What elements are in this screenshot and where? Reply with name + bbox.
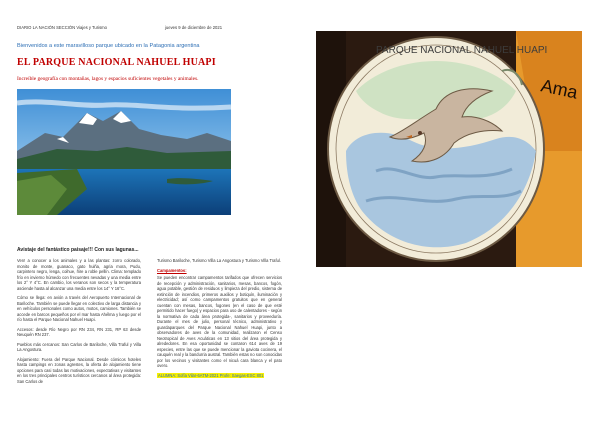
paragraph-access: Accesos: desde Río Negro por RN 234, RN 231, RP 63 desde Neuquén RN 237.: [17, 326, 141, 337]
paragraph-lodging: Alojamiento: Fuera del Parque Nacional. Desde cómicos hoteles hasta campings en zonas agrestes, la oferta de alojamiento tiene opciones para casi todas las motivaciones, expectativas y visitantes en los tres principales centros turísticos cercanos al área protegida: San Carlos de: [17, 356, 141, 384]
lake-mountain-photo: [17, 89, 231, 215]
article-subtitle: Increíble geografía con montañas, lagos y espacios suficientes vegetales y animales.: [17, 76, 199, 82]
issue-date: jueves 9 de diciembre de 2021: [165, 25, 223, 30]
paragraph-nearby-towns: Pueblos más cercanos: San Carlos de Bariloche, Villa Traful y Villa La Angostura.: [17, 341, 141, 352]
drawing-side-text: Ama: [539, 75, 580, 103]
section-label: DIARIO LA NACIÓN SECCIÓN Viajes y Turismo: [17, 25, 107, 30]
student-credit: ALUMNA: Sofía Vilar-6ATM-2021 Profe: Saegas-ESC 801: [158, 372, 264, 378]
photo-caption: Avistaje del fantástico paisaje!!! Con sus lagunas...: [17, 247, 139, 253]
camping-heading: Campamentos:: [157, 267, 187, 273]
paragraph-camping: Se pueden encontrar campamentos tarifados que ofrecen servicios de recepción y administración, sanitarios, mesas, bancos, fogón, agua potable, gestión de residuos y limpieza del predio, sistema de extinción de incendios, primeros auxilios y botiquín, iluminación y electricidad; así como campamentos gratuitos que en general cuentan con mesas, bancos, fogones (en el caso de que esté permitido hacer fuego) y espacios para uso de calentadores - según la normativa de cada área protegida-, sanitarios y proveeduría. Durante el mes de julio, personal técnico, administrativo y guardaparques del Parque Nacional Nahuel Huapi, junto a observadores de aves de la comunidad, realizaron el Censo Neotropical de Aves Acuáticas en 13 sitios del área protegida y alrededores. En esa oportunidad se contaron 614 aves de 19 especies, entre las que se puede mencionar la gaviota cocinera, el cauquén real y la bandurria austral. También estas no son conocidas por los vecinos y visitantes como el nicuá cara blanca y el pato overo.: [157, 275, 282, 368]
article-title: EL PARQUE NACIONAL NAHUEL HUAPI: [17, 57, 216, 68]
paragraph-tourism-offices: Turismo Bariloche, Turismo Villa La Angostura y Turismo Villa Traful.: [157, 258, 281, 263]
paragraph-how-to-get: Cómo se llega: en avión a través del Aeropuerto Internacional de Bariloche. También se puede llegar en colectivo de larga distancia y en vehículos personales como autos, motos, camiones. También se accede en barcos pequeños por el mar hasta Ahélma y luego por el río hasta el Parque Nacional Nahuel Huapi.: [17, 295, 141, 322]
intro-line: Bienvenidos a este maravilloso parque ubicado en la Patagonia argentina: [17, 43, 200, 49]
newspaper-header: [17, 25, 285, 35]
paragraph-fauna-climate: Ven! a conocer a los animales y a las plantas: zorro colorado, monito de monte, guanaco, gato huiña, agria mora, Pudu, carpintero negro, lenga, coihue, ñire a roble pellín. Clima: templado frío en invierno húmedo con frecuentes nevadas y una media entre los 2° Y 4°C. En cambio, los veranos son secos y la temperatura asciende hasta al alcanzar una media entre los 14° Y 16°C.: [17, 258, 141, 291]
left-text-column: [17, 258, 141, 388]
right-text-column: [157, 258, 282, 378]
student-drawing: [316, 31, 582, 267]
drawing-label: PARQUE NACIONAL NAHUEL HUAPI: [376, 45, 548, 56]
